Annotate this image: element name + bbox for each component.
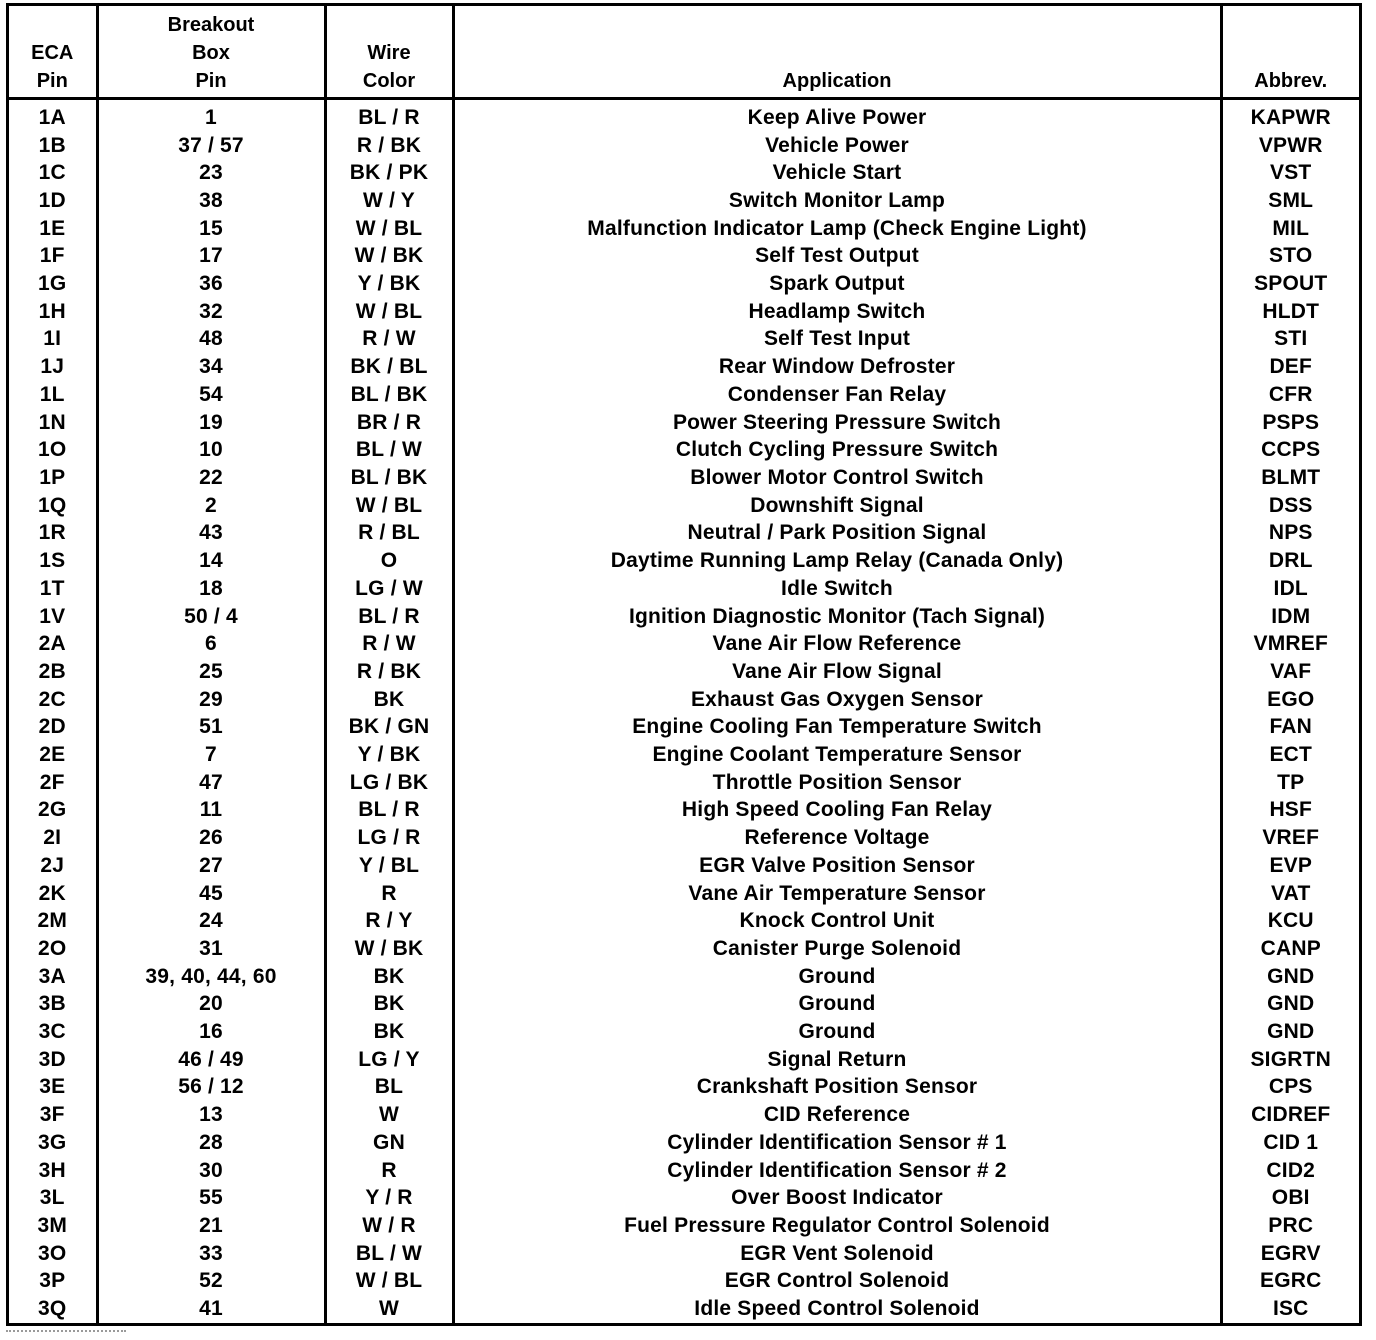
table-row <box>9 686 1359 714</box>
abbrev-cell: CID 1 <box>1221 1129 1359 1157</box>
breakout-pin-cell: 19 <box>97 409 325 437</box>
eca-pin-cell: 3D <box>38 1047 66 1071</box>
header-wire-color-line: Color <box>362 70 416 92</box>
breakout-pin-cell: 28 <box>97 1129 325 1157</box>
breakout-pin-cell: 30 <box>97 1157 325 1185</box>
header-application-label: Application <box>782 70 892 92</box>
application-cell: Keep Alive Power <box>453 99 1221 132</box>
application-cell: Daytime Running Lamp Relay (Canada Only) <box>453 547 1221 575</box>
abbrev-cell: IDM <box>1221 603 1359 631</box>
wire-color-cell: LG / BK <box>325 769 453 797</box>
breakout-pin-cell: 33 <box>97 1240 325 1268</box>
wire-color-cell: R / Y <box>325 907 453 935</box>
table-row <box>9 1074 1359 1102</box>
abbrev-cell: GND <box>1221 1018 1359 1046</box>
table-row <box>9 907 1359 935</box>
breakout-pin-cell: 38 <box>97 187 325 215</box>
table-row <box>9 215 1359 243</box>
abbrev-cell: IDL <box>1221 575 1359 603</box>
header-wire-color <box>325 6 453 99</box>
eca-pin-cell: 2B <box>38 659 66 683</box>
eca-pin-cell: 1V <box>39 604 66 628</box>
table-row <box>9 741 1359 769</box>
wire-color-cell: BL / W <box>325 1240 453 1268</box>
wire-color-cell: R / W <box>325 326 453 354</box>
table-row <box>9 963 1359 991</box>
application-cell: Vehicle Start <box>453 159 1221 187</box>
abbrev-cell: EGRV <box>1221 1240 1359 1268</box>
abbrev-cell: PSPS <box>1221 409 1359 437</box>
wire-color-cell: BL / R <box>325 797 453 825</box>
eca-pin-cell: 1G <box>38 272 67 296</box>
wire-color-cell: W / R <box>325 1212 453 1240</box>
wire-color-cell: O <box>325 547 453 575</box>
breakout-pin-cell: 6 <box>97 630 325 658</box>
eca-pin-cell: 2M <box>37 909 68 933</box>
application-cell: Signal Return <box>453 1046 1221 1074</box>
table-row <box>9 547 1359 575</box>
breakout-pin-cell: 14 <box>97 547 325 575</box>
footer-dotted-mark <box>6 1330 126 1336</box>
application-cell: Self Test Output <box>453 243 1221 271</box>
eca-pin-cell: 3G <box>38 1130 67 1154</box>
eca-pin-cell: 2A <box>38 632 66 656</box>
wire-color-cell: W / Y <box>325 187 453 215</box>
table-row <box>9 270 1359 298</box>
header-breakout-box-pin <box>97 6 325 99</box>
table-row <box>9 852 1359 880</box>
header-abbrev <box>1221 6 1359 99</box>
table-row <box>9 132 1359 160</box>
eca-pin-cell: 3P <box>39 1269 66 1293</box>
abbrev-cell: VPWR <box>1221 132 1359 160</box>
abbrev-cell: ECT <box>1221 741 1359 769</box>
application-cell: High Speed Cooling Fan Relay <box>453 797 1221 825</box>
eca-pin-cell: 2G <box>38 798 67 822</box>
eca-pin-cell: 2K <box>38 881 66 905</box>
application-cell: Knock Control Unit <box>453 907 1221 935</box>
breakout-pin-cell: 51 <box>97 713 325 741</box>
header-eca-pin <box>9 6 97 99</box>
eca-pin-cell: 1L <box>39 382 65 406</box>
table-row <box>9 1018 1359 1046</box>
table-row <box>9 99 1359 132</box>
eca-pin-cell: 2J <box>40 853 65 877</box>
breakout-pin-cell: 13 <box>97 1101 325 1129</box>
wire-color-cell: BL / R <box>325 99 453 132</box>
table-row <box>9 1240 1359 1268</box>
abbrev-cell: DSS <box>1221 492 1359 520</box>
table-row <box>9 769 1359 797</box>
wire-color-cell: W <box>325 1101 453 1129</box>
eca-pin-cell: 1T <box>39 576 65 600</box>
application-cell: EGR Valve Position Sensor <box>453 852 1221 880</box>
table-row <box>9 935 1359 963</box>
wire-color-cell: BL / R <box>325 603 453 631</box>
wire-color-cell: R / BK <box>325 132 453 160</box>
breakout-pin-cell: 22 <box>97 464 325 492</box>
abbrev-cell: EGRC <box>1221 1268 1359 1296</box>
header-abbrev-label: Abbrev. <box>1254 70 1328 92</box>
table-row <box>9 1268 1359 1296</box>
table-row <box>9 1295 1359 1323</box>
application-cell: Cylinder Identification Sensor # 1 <box>453 1129 1221 1157</box>
breakout-pin-cell: 46 / 49 <box>97 1046 325 1074</box>
abbrev-cell: STO <box>1221 243 1359 271</box>
table-row <box>9 159 1359 187</box>
abbrev-cell: CFR <box>1221 381 1359 409</box>
application-cell: Cylinder Identification Sensor # 2 <box>453 1157 1221 1185</box>
wire-color-cell: BK / GN <box>325 713 453 741</box>
breakout-pin-cell: 2 <box>97 492 325 520</box>
breakout-pin-cell: 25 <box>97 658 325 686</box>
application-cell: EGR Control Solenoid <box>453 1268 1221 1296</box>
breakout-pin-cell: 54 <box>97 381 325 409</box>
table-row <box>9 630 1359 658</box>
abbrev-cell: SPOUT <box>1221 270 1359 298</box>
eca-pin-cell: 2D <box>38 715 66 739</box>
pinout-table <box>9 6 1359 1323</box>
eca-pin-cell: 3H <box>38 1158 66 1182</box>
table-row <box>9 1212 1359 1240</box>
breakout-pin-cell: 16 <box>97 1018 325 1046</box>
wire-color-cell: LG / W <box>325 575 453 603</box>
abbrev-cell: VAF <box>1221 658 1359 686</box>
table-row <box>9 436 1359 464</box>
breakout-pin-cell: 26 <box>97 824 325 852</box>
abbrev-cell: KAPWR <box>1221 99 1359 132</box>
table-row <box>9 381 1359 409</box>
application-cell: CID Reference <box>453 1101 1221 1129</box>
abbrev-cell: BLMT <box>1221 464 1359 492</box>
wire-color-cell: Y / R <box>325 1184 453 1212</box>
abbrev-cell: EVP <box>1221 852 1359 880</box>
abbrev-cell: MIL <box>1221 215 1359 243</box>
table-row <box>9 713 1359 741</box>
wire-color-cell: Y / BL <box>325 852 453 880</box>
abbrev-cell: VST <box>1221 159 1359 187</box>
wire-color-cell: R <box>325 880 453 908</box>
eca-pin-cell: 2F <box>39 770 65 794</box>
application-cell: Clutch Cycling Pressure Switch <box>453 436 1221 464</box>
table-row <box>9 464 1359 492</box>
breakout-pin-cell: 47 <box>97 769 325 797</box>
eca-pin-cell: 3L <box>39 1186 65 1210</box>
application-cell: Vane Air Flow Signal <box>453 658 1221 686</box>
eca-pin-cell: 2O <box>38 936 67 960</box>
table-row <box>9 658 1359 686</box>
application-cell: Engine Coolant Temperature Sensor <box>453 741 1221 769</box>
eca-pin-cell: 1S <box>39 549 66 573</box>
eca-pin-cell: 1R <box>38 521 66 545</box>
breakout-pin-cell: 15 <box>97 215 325 243</box>
application-cell: Throttle Position Sensor <box>453 769 1221 797</box>
abbrev-cell: FAN <box>1221 713 1359 741</box>
table-row <box>9 991 1359 1019</box>
application-cell: Downshift Signal <box>453 492 1221 520</box>
abbrev-cell: CANP <box>1221 935 1359 963</box>
application-cell: Vane Air Temperature Sensor <box>453 880 1221 908</box>
application-cell: Rear Window Defroster <box>453 353 1221 381</box>
pinout-body <box>9 99 1359 1324</box>
header-eca-pin-line: ECA <box>31 42 74 64</box>
eca-pin-cell: 1P <box>39 465 66 489</box>
table-row <box>9 1046 1359 1074</box>
wire-color-cell: BL / BK <box>325 381 453 409</box>
application-cell: Fuel Pressure Regulator Control Solenoid <box>453 1212 1221 1240</box>
table-row <box>9 1184 1359 1212</box>
header-row <box>9 6 1359 99</box>
abbrev-cell: VAT <box>1221 880 1359 908</box>
table-row <box>9 1129 1359 1157</box>
wire-color-cell: BK <box>325 1018 453 1046</box>
wire-color-cell: BL / BK <box>325 464 453 492</box>
wire-color-cell: W / BL <box>325 298 453 326</box>
application-cell: Reference Voltage <box>453 824 1221 852</box>
application-cell: Engine Cooling Fan Temperature Switch <box>453 713 1221 741</box>
breakout-pin-cell: 11 <box>97 797 325 825</box>
abbrev-cell: GND <box>1221 991 1359 1019</box>
abbrev-cell: GND <box>1221 963 1359 991</box>
breakout-pin-cell: 24 <box>97 907 325 935</box>
abbrev-cell: ISC <box>1221 1295 1359 1323</box>
header-application <box>453 6 1221 99</box>
table-row <box>9 797 1359 825</box>
breakout-pin-cell: 31 <box>97 935 325 963</box>
abbrev-cell: OBI <box>1221 1184 1359 1212</box>
breakout-pin-cell: 17 <box>97 243 325 271</box>
breakout-pin-cell: 48 <box>97 326 325 354</box>
wire-color-cell: Y / BK <box>325 741 453 769</box>
application-cell: Condenser Fan Relay <box>453 381 1221 409</box>
table-row <box>9 575 1359 603</box>
breakout-pin-cell: 10 <box>97 436 325 464</box>
application-cell: Malfunction Indicator Lamp (Check Engine Light) <box>453 215 1221 243</box>
eca-pin-cell: 1D <box>38 188 66 212</box>
abbrev-cell: SML <box>1221 187 1359 215</box>
abbrev-cell: SIGRTN <box>1221 1046 1359 1074</box>
abbrev-cell: CCPS <box>1221 436 1359 464</box>
wire-color-cell: BK <box>325 686 453 714</box>
eca-pin-cell: 1I <box>43 327 62 351</box>
breakout-pin-cell: 50 / 4 <box>97 603 325 631</box>
eca-pin-cell: 1F <box>39 244 65 268</box>
table-row <box>9 1101 1359 1129</box>
abbrev-cell: DRL <box>1221 547 1359 575</box>
eca-pin-cell: 1Q <box>38 493 67 517</box>
application-cell: Canister Purge Solenoid <box>453 935 1221 963</box>
application-cell: Crankshaft Position Sensor <box>453 1074 1221 1102</box>
breakout-pin-cell: 7 <box>97 741 325 769</box>
header-eca-pin-line: Pin <box>36 70 68 92</box>
wire-color-cell: R / BK <box>325 658 453 686</box>
table-row <box>9 824 1359 852</box>
breakout-pin-cell: 41 <box>97 1295 325 1323</box>
table-row <box>9 603 1359 631</box>
breakout-pin-cell: 34 <box>97 353 325 381</box>
eca-pin-cell: 2C <box>38 687 66 711</box>
eca-pin-cell: 3B <box>38 992 66 1016</box>
eca-pin-cell: 3Q <box>38 1297 67 1321</box>
eca-pin-cell: 1H <box>38 299 66 323</box>
eca-pin-cell: 2E <box>39 743 66 767</box>
application-cell: Self Test Input <box>453 326 1221 354</box>
wire-color-cell: W / BL <box>325 215 453 243</box>
table-row <box>9 880 1359 908</box>
breakout-pin-cell: 39, 40, 44, 60 <box>97 963 325 991</box>
wire-color-cell: GN <box>325 1129 453 1157</box>
application-cell: Ground <box>453 991 1221 1019</box>
wire-color-cell: BK / PK <box>325 159 453 187</box>
breakout-pin-cell: 45 <box>97 880 325 908</box>
breakout-pin-cell: 36 <box>97 270 325 298</box>
application-cell: Blower Motor Control Switch <box>453 464 1221 492</box>
wire-color-cell: Y / BK <box>325 270 453 298</box>
wire-color-cell: LG / R <box>325 824 453 852</box>
eca-pin-cell: 3O <box>38 1241 67 1265</box>
eca-pin-cell: 1O <box>38 438 67 462</box>
eca-pin-cell: 3F <box>39 1103 65 1127</box>
application-cell: Power Steering Pressure Switch <box>453 409 1221 437</box>
header-breakout-line: Box <box>192 42 230 64</box>
wire-color-cell: BR / R <box>325 409 453 437</box>
breakout-pin-cell: 23 <box>97 159 325 187</box>
wire-color-cell: LG / Y <box>325 1046 453 1074</box>
application-cell: Vehicle Power <box>453 132 1221 160</box>
abbrev-cell: VMREF <box>1221 630 1359 658</box>
table-row <box>9 520 1359 548</box>
table-row <box>9 353 1359 381</box>
wire-color-cell: R / W <box>325 630 453 658</box>
abbrev-cell: DEF <box>1221 353 1359 381</box>
wire-color-cell: BK <box>325 963 453 991</box>
table-row <box>9 492 1359 520</box>
abbrev-cell: PRC <box>1221 1212 1359 1240</box>
application-cell: Vane Air Flow Reference <box>453 630 1221 658</box>
wire-color-cell: W <box>325 1295 453 1323</box>
abbrev-cell: CPS <box>1221 1074 1359 1102</box>
header-wire-color-line: Wire <box>367 42 411 64</box>
eca-pin-cell: 3C <box>38 1020 66 1044</box>
application-cell: Ground <box>453 963 1221 991</box>
abbrev-cell: NPS <box>1221 520 1359 548</box>
breakout-pin-cell: 55 <box>97 1184 325 1212</box>
wire-color-cell: BK <box>325 991 453 1019</box>
wire-color-cell: W / BK <box>325 935 453 963</box>
wire-color-cell: BK / BL <box>325 353 453 381</box>
wire-color-cell: W / BK <box>325 243 453 271</box>
eca-pin-cell: 1C <box>38 161 66 185</box>
application-cell: Exhaust Gas Oxygen Sensor <box>453 686 1221 714</box>
eca-pin-cell: 1B <box>38 133 66 157</box>
application-cell: Idle Switch <box>453 575 1221 603</box>
breakout-pin-cell: 20 <box>97 991 325 1019</box>
breakout-pin-cell: 37 / 57 <box>97 132 325 160</box>
wire-color-cell: R <box>325 1157 453 1185</box>
eca-pin-cell: 3E <box>39 1075 66 1099</box>
breakout-pin-cell: 21 <box>97 1212 325 1240</box>
table-row <box>9 298 1359 326</box>
application-cell: EGR Vent Solenoid <box>453 1240 1221 1268</box>
eca-pin-cell: 1A <box>38 105 66 129</box>
breakout-pin-cell: 56 / 12 <box>97 1074 325 1102</box>
eca-pin-cell: 2I <box>43 826 62 850</box>
table-row <box>9 326 1359 354</box>
table-row <box>9 243 1359 271</box>
breakout-pin-cell: 29 <box>97 686 325 714</box>
table-row <box>9 409 1359 437</box>
wire-color-cell: BL / W <box>325 436 453 464</box>
abbrev-cell: STI <box>1221 326 1359 354</box>
wire-color-cell: W / BL <box>325 492 453 520</box>
eca-pin-cell: 1E <box>39 216 66 240</box>
header-breakout-line: Pin <box>195 70 227 92</box>
abbrev-cell: KCU <box>1221 907 1359 935</box>
pinout-table-frame <box>6 3 1362 1326</box>
application-cell: Neutral / Park Position Signal <box>453 520 1221 548</box>
abbrev-cell: CIDREF <box>1221 1101 1359 1129</box>
wire-color-cell: W / BL <box>325 1268 453 1296</box>
application-cell: Headlamp Switch <box>453 298 1221 326</box>
wire-color-cell: R / BL <box>325 520 453 548</box>
abbrev-cell: EGO <box>1221 686 1359 714</box>
application-cell: Spark Output <box>453 270 1221 298</box>
breakout-pin-cell: 1 <box>97 99 325 132</box>
table-row <box>9 1157 1359 1185</box>
application-cell: Over Boost Indicator <box>453 1184 1221 1212</box>
eca-pin-cell: 3A <box>38 964 66 988</box>
eca-pin-cell: 1J <box>40 355 65 379</box>
eca-pin-cell: 1N <box>38 410 66 434</box>
abbrev-cell: TP <box>1221 769 1359 797</box>
abbrev-cell: CID2 <box>1221 1157 1359 1185</box>
eca-pin-cell: 3M <box>37 1213 68 1237</box>
application-cell: Switch Monitor Lamp <box>453 187 1221 215</box>
table-row <box>9 187 1359 215</box>
breakout-pin-cell: 27 <box>97 852 325 880</box>
breakout-pin-cell: 18 <box>97 575 325 603</box>
breakout-pin-cell: 43 <box>97 520 325 548</box>
application-cell: Ground <box>453 1018 1221 1046</box>
wire-color-cell: BL <box>325 1074 453 1102</box>
abbrev-cell: VREF <box>1221 824 1359 852</box>
breakout-pin-cell: 32 <box>97 298 325 326</box>
application-cell: Idle Speed Control Solenoid <box>453 1295 1221 1323</box>
application-cell: Ignition Diagnostic Monitor (Tach Signal) <box>453 603 1221 631</box>
abbrev-cell: HLDT <box>1221 298 1359 326</box>
abbrev-cell: HSF <box>1221 797 1359 825</box>
breakout-pin-cell: 52 <box>97 1268 325 1296</box>
header-breakout-line: Breakout <box>167 14 255 36</box>
